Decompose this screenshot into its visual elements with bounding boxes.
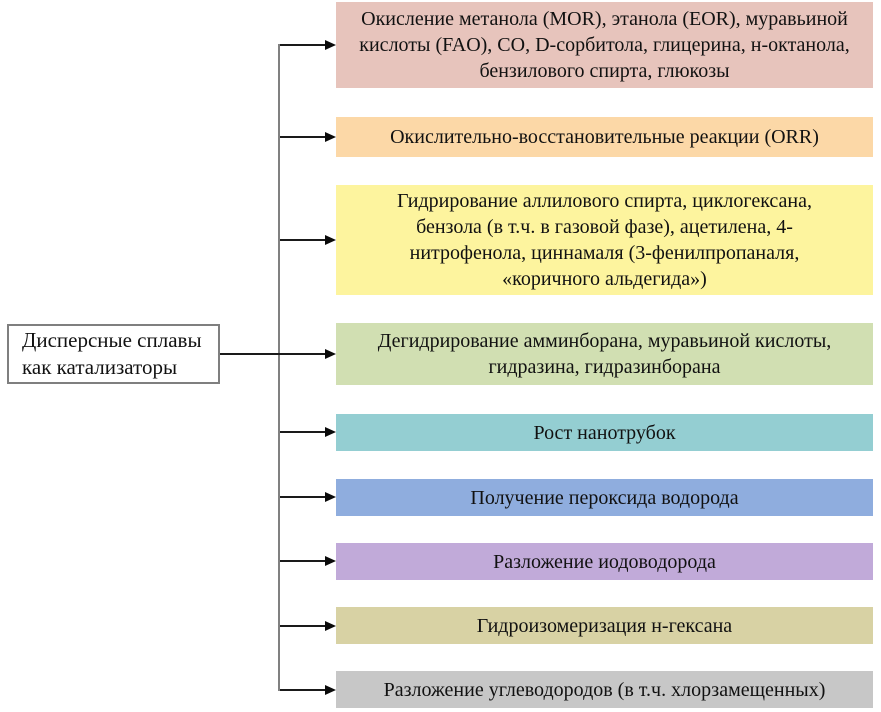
connector-line-6 — [280, 496, 326, 498]
connector-line-7 — [280, 560, 326, 562]
connector-line-4 — [220, 353, 326, 355]
branch-label: Рост нанотрубок — [533, 421, 676, 444]
root-node-label: Дисперсные сплавы как катализаторы — [22, 328, 202, 379]
root-node-dispersed-alloys — [7, 324, 220, 384]
branch-box-hydrogen-peroxide — [336, 479, 873, 516]
arrowhead-right-icon — [325, 621, 336, 631]
connector-line-1 — [280, 44, 326, 46]
branch-label: Получение пероксида водорода — [470, 486, 739, 509]
arrowhead-right-icon — [325, 349, 336, 359]
branch-box-orr — [336, 117, 873, 157]
connector-line-2 — [280, 136, 326, 138]
branch-box-nanotube-growth — [336, 414, 873, 451]
branch-label: Дегидрирование амминборана, муравьиной кислоты, гидразина, гидразинборана — [377, 330, 832, 378]
branch-label: Окисление метанола (MOR), этанола (EOR), муравьиной кислоты (FAO), CO, D-сорбитола, глицерина, н-октанола, бензилового спирта, глюкозы — [359, 8, 850, 82]
arrowhead-right-icon — [325, 235, 336, 245]
branch-box-dehydrogenation — [336, 323, 873, 385]
branch-box-hydrogen-iodide-decomposition — [336, 543, 873, 580]
branch-box-hydrogenation — [336, 185, 873, 295]
branch-box-hydroisomerization — [336, 607, 873, 644]
connector-line-5 — [280, 431, 326, 433]
arrowhead-right-icon — [325, 40, 336, 50]
branch-label: Окислительно-восстановительные реакции (ORR) — [390, 126, 819, 148]
connector-line-9 — [280, 689, 326, 691]
branch-label: Гидроизомеризация н-гексана — [476, 614, 733, 637]
arrowhead-right-icon — [325, 427, 336, 437]
branch-box-oxidation — [336, 2, 873, 88]
arrowhead-right-icon — [325, 556, 336, 566]
connector-line-8 — [280, 625, 326, 627]
arrowhead-right-icon — [325, 132, 336, 142]
branch-box-hydrocarbon-decomposition — [336, 671, 873, 708]
arrowhead-right-icon — [325, 685, 336, 695]
connector-trunk-line — [278, 44, 280, 691]
branch-label: Разложение углеводородов (в т.ч. хлорзамещенных) — [383, 678, 826, 701]
branch-label: Гидрирование аллилового спирта, циклогексана, бензола (в т.ч. в газовой фазе), ацетилена, 4-нитрофенола, циннамаля (3-фенилпропаналя, «коричного альдегида») — [396, 190, 813, 290]
arrowhead-right-icon — [325, 492, 336, 502]
branch-label: Разложение иодоводорода — [493, 550, 716, 573]
connector-line-3 — [280, 239, 326, 241]
